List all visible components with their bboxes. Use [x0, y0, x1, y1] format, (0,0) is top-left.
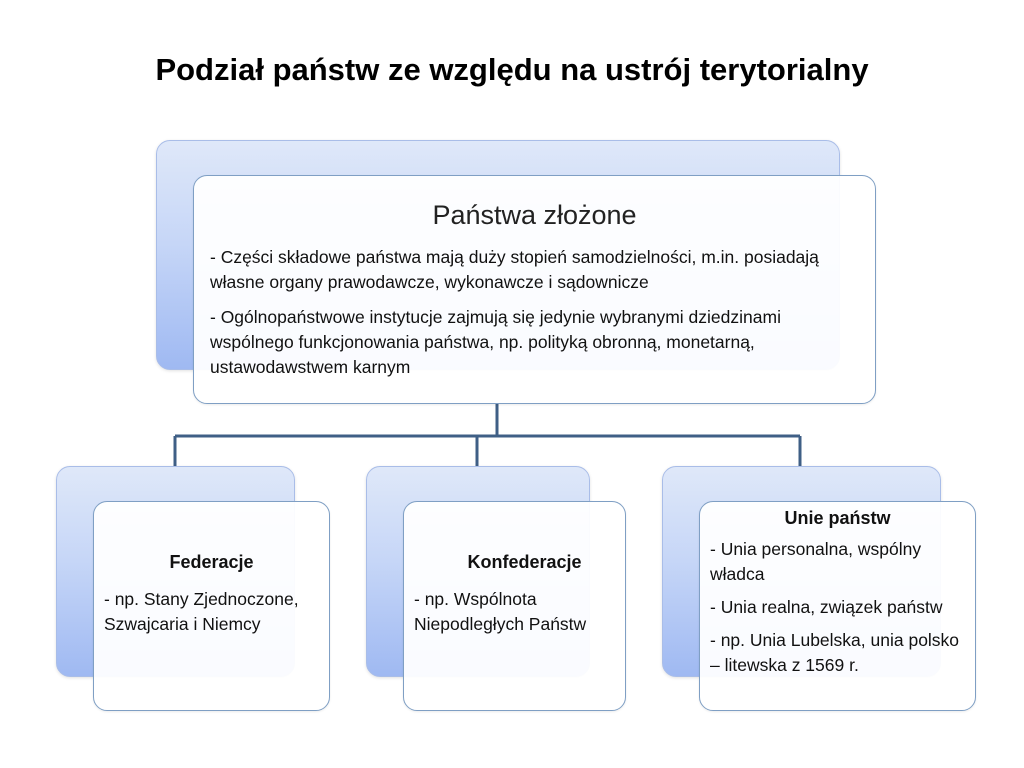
unie-body: [700, 537, 975, 678]
slide-title: Podział państw ze względu na ustrój terytorialny: [155, 52, 869, 87]
unie-point: - Unia realna, związek państw: [710, 597, 943, 617]
unie-card: [699, 501, 976, 711]
konfederacje-card: [403, 501, 626, 711]
federacje-body: [94, 587, 329, 637]
federacje-card: [93, 501, 330, 711]
top-node-point: - Części składowe państwa mają duży stopień samodzielności, m.in. posiadają własne organy prawodawcze, wykonawcze i sądownicze: [210, 247, 819, 292]
top-node-heading: Państwa złożone: [432, 200, 637, 230]
unie-heading: Unie państw: [784, 508, 891, 528]
unie-point: - np. Unia Lubelska, unia polsko – litewska z 1569 r.: [710, 630, 960, 675]
federacje-point: - np. Stany Zjednoczone, Szwajcaria i Niemcy: [104, 589, 299, 634]
konfederacje-heading: Konfederacje: [467, 552, 582, 572]
unie-point: - Unia personalna, wspólny władca: [710, 539, 922, 584]
top-node-point: - Ogólnopaństwowe instytucje zajmują się jedynie wybranymi dziedzinami wspólnego funkcjonowania państwa, np. polityką obronną, monetarną, ustawodawstwem karnym: [210, 307, 781, 377]
top-node-card: [193, 175, 876, 404]
konfederacje-body: [404, 587, 625, 637]
konfederacje-point: - np. Wspólnota Niepodległych Państw: [414, 589, 587, 634]
federacje-heading: Federacje: [169, 552, 254, 572]
top-node-body: [194, 245, 875, 380]
